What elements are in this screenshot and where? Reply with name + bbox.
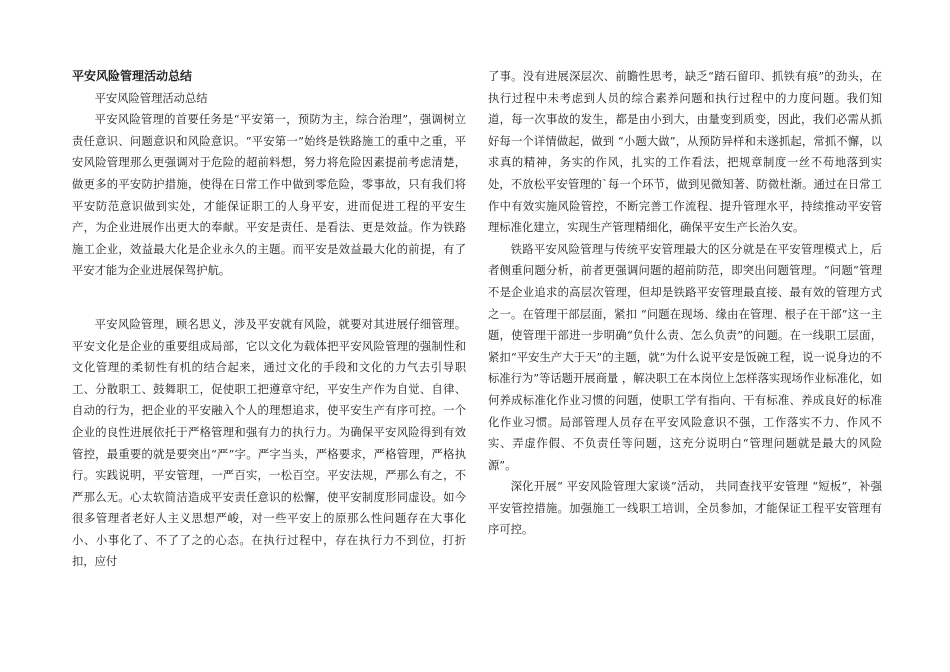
paragraph: 平安风险管理的首要任务是“平安第一，预防为主，综合治理”，强调树立责任意识、问题意识和风险意识。“平安第一”始终是铁路施工的重中之重，平安风险管理那么更强调对于危险的超前料想，努力将危险因素提前考虑清楚，做更多的平安防护措施，使得在日常工作中做到零危险，零事故，只有我们将平安防范意识做到实处，才能保证职工的人身平安，进而促进工程的平安生产，为企业进展作出更大的奉献。平安是责任、是看法、更是效益。作为铁路施工企业，效益最大化是企业永久的主题。而平安是效益最大化的前提，有了平安才能为企业进展保驾护航。 [72, 113, 466, 278]
paragraph: 铁路平安风险管理与传统平安管理最大的区分就是在平安管理模式上，后者侧重问题分析，前者更强调问题的超前防范，即突出问题管理。“问题”管理不是企业追求的高层次管理，但却是铁路平安管理最直接、最有效的管理方式之一。在管理干部层面，紧扣 “问题在现场、缘由在管理、根子在干部”这一主题，使管理干部进一步明确“负什么责、怎么负责”的问题。在一线职工层面，紧扣“平安生产大于天”的主题，就“为什么说平安是饭碗工程，说一说身边的不标准行为”等话题开展商量 ，解决职工在本岗位上怎样落实现场作业标准化，如何养成标准化作业习惯的问题，使职工学有指向、干有标准、养成良好的标准化作业习惯。局部管理人员存在平安风险意识不强，工作落实不力、作风不实、弄虚作假、不负责任等问题，这充分说明白“管理问题就是最大的风险源”。 [488, 242, 882, 472]
subtitle-paragraph: 平安风险管理活动总结 [94, 91, 208, 105]
paragraph-continued: 了事。没有进展深层次、前瞻性思考，缺乏“踏石留印、抓铁有痕”的劲头，在执行过程中未考虑到人员的综合素养问题和执行过程中的力度问题。我们知道，每一次事故的发生，都是由小到大，由量变到质变，因此，我们必需从抓好每一个详情做起，做到 “小题大做”，从预防异样和未遂抓起，常抓不懈，以求真的精神，务实的作风，扎实的工作看法，把规章制度一丝不苟地落到实处，不放松平安管理的`每一个环节，做到见微知著、防微杜渐。通过在日常工作中有效实施风险管控，不断完善工作流程、提升管理水平，持续推动平安管理标准化建立，实现生产管理精细化，确保平安生产长治久安。 [488, 70, 882, 235]
paragraph: 平安风险管理，顾名思义，涉及平安就有风险，就要对其进展仔细管理。平安文化是企业的重要组成局部，它以文化为载体把平安风险管理的强制性和文化管理的柔韧性有机的结合起来，通过文化的手段和文化的力气去引导职工、分散职工、鼓舞职工，促使职工把遵章守纪，平安生产作为自觉、自律、自动的行为，把企业的平安融入个人的理想追求，使平安生产有序可控。一个企业的良性进展依托于严格管理和强有力的执行力。为确保平安风险得到有效管控，最重要的就是要突出“严”字。严字当头，严格要求，严格管理，严格执行。实践说明，平安管理，一严百实，一松百空。平安法规，严那么有之，不严那么无。心太软简洁造成平安责任意识的松懈，使平安制度形同虚设。如今很多管理者老好人主义思想严峻，对一些平安上的原那么性问题存在大事化小、小事化了、不了了之的心态。在执行过程中，存在执行力不到位，打折扣，应付 [72, 317, 466, 569]
right-column [488, 66, 882, 541]
document-title: 平安风险管理活动总结 [72, 69, 193, 83]
paragraph: 深化开展“ 平安风险管理大家谈”活动， 共同查找平安管理 “短板”，补强平安管控措施。加强施工一线职工培训，全员参加，才能保证工程平安管理有序可控。 [488, 480, 882, 537]
left-column [72, 66, 466, 573]
paragraph-gap [72, 282, 466, 314]
